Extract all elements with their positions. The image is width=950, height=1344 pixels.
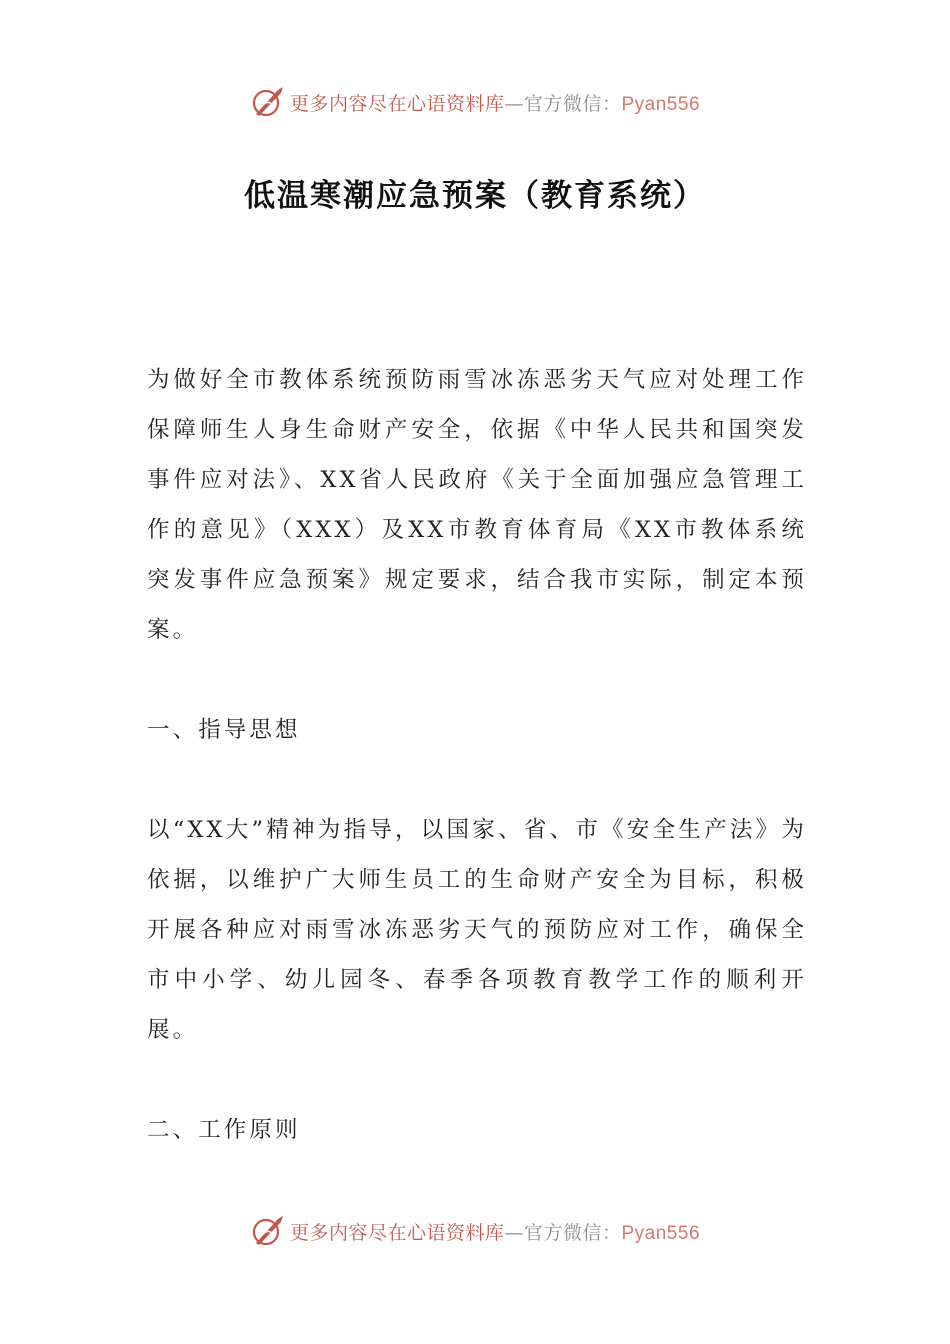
document-title: 低温寒潮应急预案（教育系统） xyxy=(244,178,706,214)
section-heading-guiding-ideology: 一、指导思想 xyxy=(147,717,301,743)
quill-pen-logo-icon xyxy=(250,84,286,120)
quill-pen-logo-icon xyxy=(250,1213,286,1249)
section-paragraph-guiding-ideology: 以“XX大”精神为指导，以国家、省、市《安全生产法》为依据，以维护广大师生员工的生命财产安全为目标，积极开展各种应对雨雪冰冻恶劣天气的预防应对工作，确保全市中小学、幼儿园冬、春季各项教育教学工作的顺利开展。 xyxy=(147,817,807,1043)
footer-banner-text xyxy=(290,1218,700,1245)
separator-text: —官方微信： xyxy=(504,1221,622,1244)
separator-text: —官方微信： xyxy=(504,92,622,115)
wechat-id: Pyan556 xyxy=(621,93,701,115)
section-heading-work-principles: 二、工作原则 xyxy=(147,1117,301,1143)
wechat-id: Pyan556 xyxy=(621,1222,701,1244)
header-banner xyxy=(0,80,950,124)
header-banner-text xyxy=(290,89,700,116)
footer-banner xyxy=(0,1209,950,1253)
document-body xyxy=(147,355,807,1155)
intro-paragraph: 为做好全市教体系统预防雨雪冰冻恶劣天气应对处理工作保障师生人身生命财产安全，依据《中华人民共和国突发事件应对法》、XX省人民政府《关于全面加强应急管理工作的意见》（XXX）及XX市教育体育局《XX市教体系统突发事件应急预案》规定要求，结合我市实际，制定本预案。 xyxy=(147,367,807,643)
brand-text: 更多内容尽在心语资料库 xyxy=(289,92,505,115)
brand-text: 更多内容尽在心语资料库 xyxy=(289,1221,505,1244)
